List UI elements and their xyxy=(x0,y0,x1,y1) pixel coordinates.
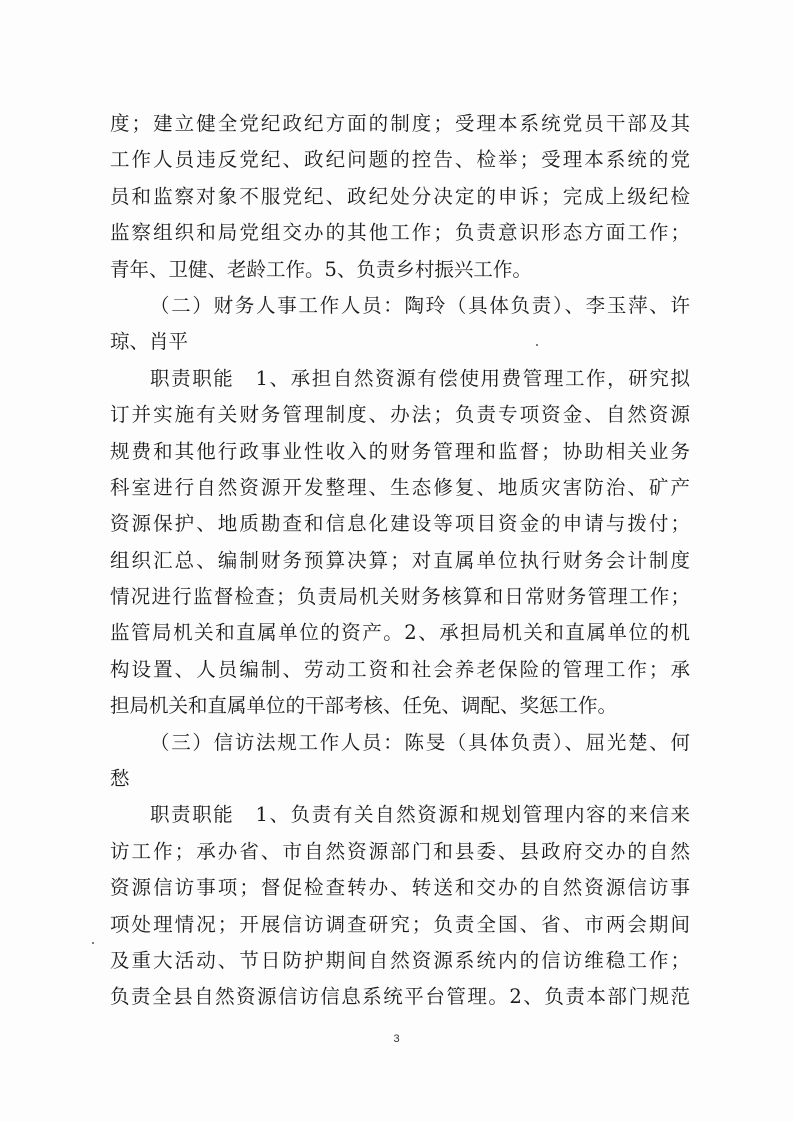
body-line: 监察组织和局党组交办的其他工作；负责意识形态方面工作； xyxy=(110,221,690,245)
body-line: 科室进行自然资源开发整理、生态修复、地质灾害防治、矿产 xyxy=(110,475,690,499)
body-line: 工作人员违反党纪、政纪问题的控告、检举；受理本系统的党 xyxy=(110,148,690,172)
body-line: 监管局机关和直属单位的资产。2、承担局机关和直属单位的机 xyxy=(110,621,690,645)
body-line: 构设置、人员编制、劳动工资和社会养老保险的管理工作；承 xyxy=(110,657,690,681)
body-line: 组织汇总、编制财务预算决算；对直属单位执行财务会计制度 xyxy=(110,548,690,572)
body-line: 担局机关和直属单位的干部考核、任免、调配、奖惩工作。 xyxy=(110,694,618,718)
body-line: 职责职能 1、承担自然资源有偿使用费管理工作，研究拟 xyxy=(150,366,690,390)
section-heading-petition: （三）信访法规工作人员：陈旻（具体负责）、屈光楚、何 xyxy=(150,730,690,754)
body-line: 资源信访事项；督促检查转办、转送和交办的自然资源信访事 xyxy=(110,876,690,900)
body-line: 订并实施有关财务管理制度、办法；负责专项资金、自然资源 xyxy=(110,403,690,427)
body-line: 负责全县自然资源信访信息系统平台管理。2、负责本部门规范 xyxy=(110,985,690,1009)
body-line: 项处理情况；开展信访调查研究；负责全国、省、市两会期间 xyxy=(110,912,690,936)
body-line: 度；建立健全党纪政纪方面的制度；受理本系统党员干部及其 xyxy=(110,112,690,135)
body-line: 青年、卫健、老龄工作。5、负责乡村振兴工作。 xyxy=(110,257,532,281)
body-line: 员和监察对象不服党纪、政纪处分决定的申诉；完成上级纪检 xyxy=(110,184,690,208)
section-heading-petition-cont: 愁 xyxy=(110,767,130,791)
body-line: 规费和其他行政事业性收入的财务管理和监督；协助相关业务 xyxy=(110,439,690,463)
scan-speck xyxy=(92,942,94,944)
document-body xyxy=(110,106,690,1016)
body-line: 访工作；承办省、市自然资源部门和县委、县政府交办的自然 xyxy=(110,839,690,863)
scan-speck xyxy=(536,344,538,346)
page-number: 3 xyxy=(393,1033,400,1045)
section-heading-finance-cont: 琼、肖平 xyxy=(110,330,189,354)
body-line: 情况进行监督检查；负责局机关财务核算和日常财务管理工作； xyxy=(110,585,690,609)
body-line: 资源保护、地质勘查和信息化建设等项目资金的申请与拨付； xyxy=(110,512,690,536)
body-line: 及重大活动、节日防护期间自然资源系统内的信访维稳工作； xyxy=(110,948,690,972)
body-line: 职责职能 1、负责有关自然资源和规划管理内容的来信来 xyxy=(150,803,690,827)
section-heading-finance: （二）财务人事工作人员：陶玲（具体负责）、李玉萍、许 xyxy=(150,293,690,317)
